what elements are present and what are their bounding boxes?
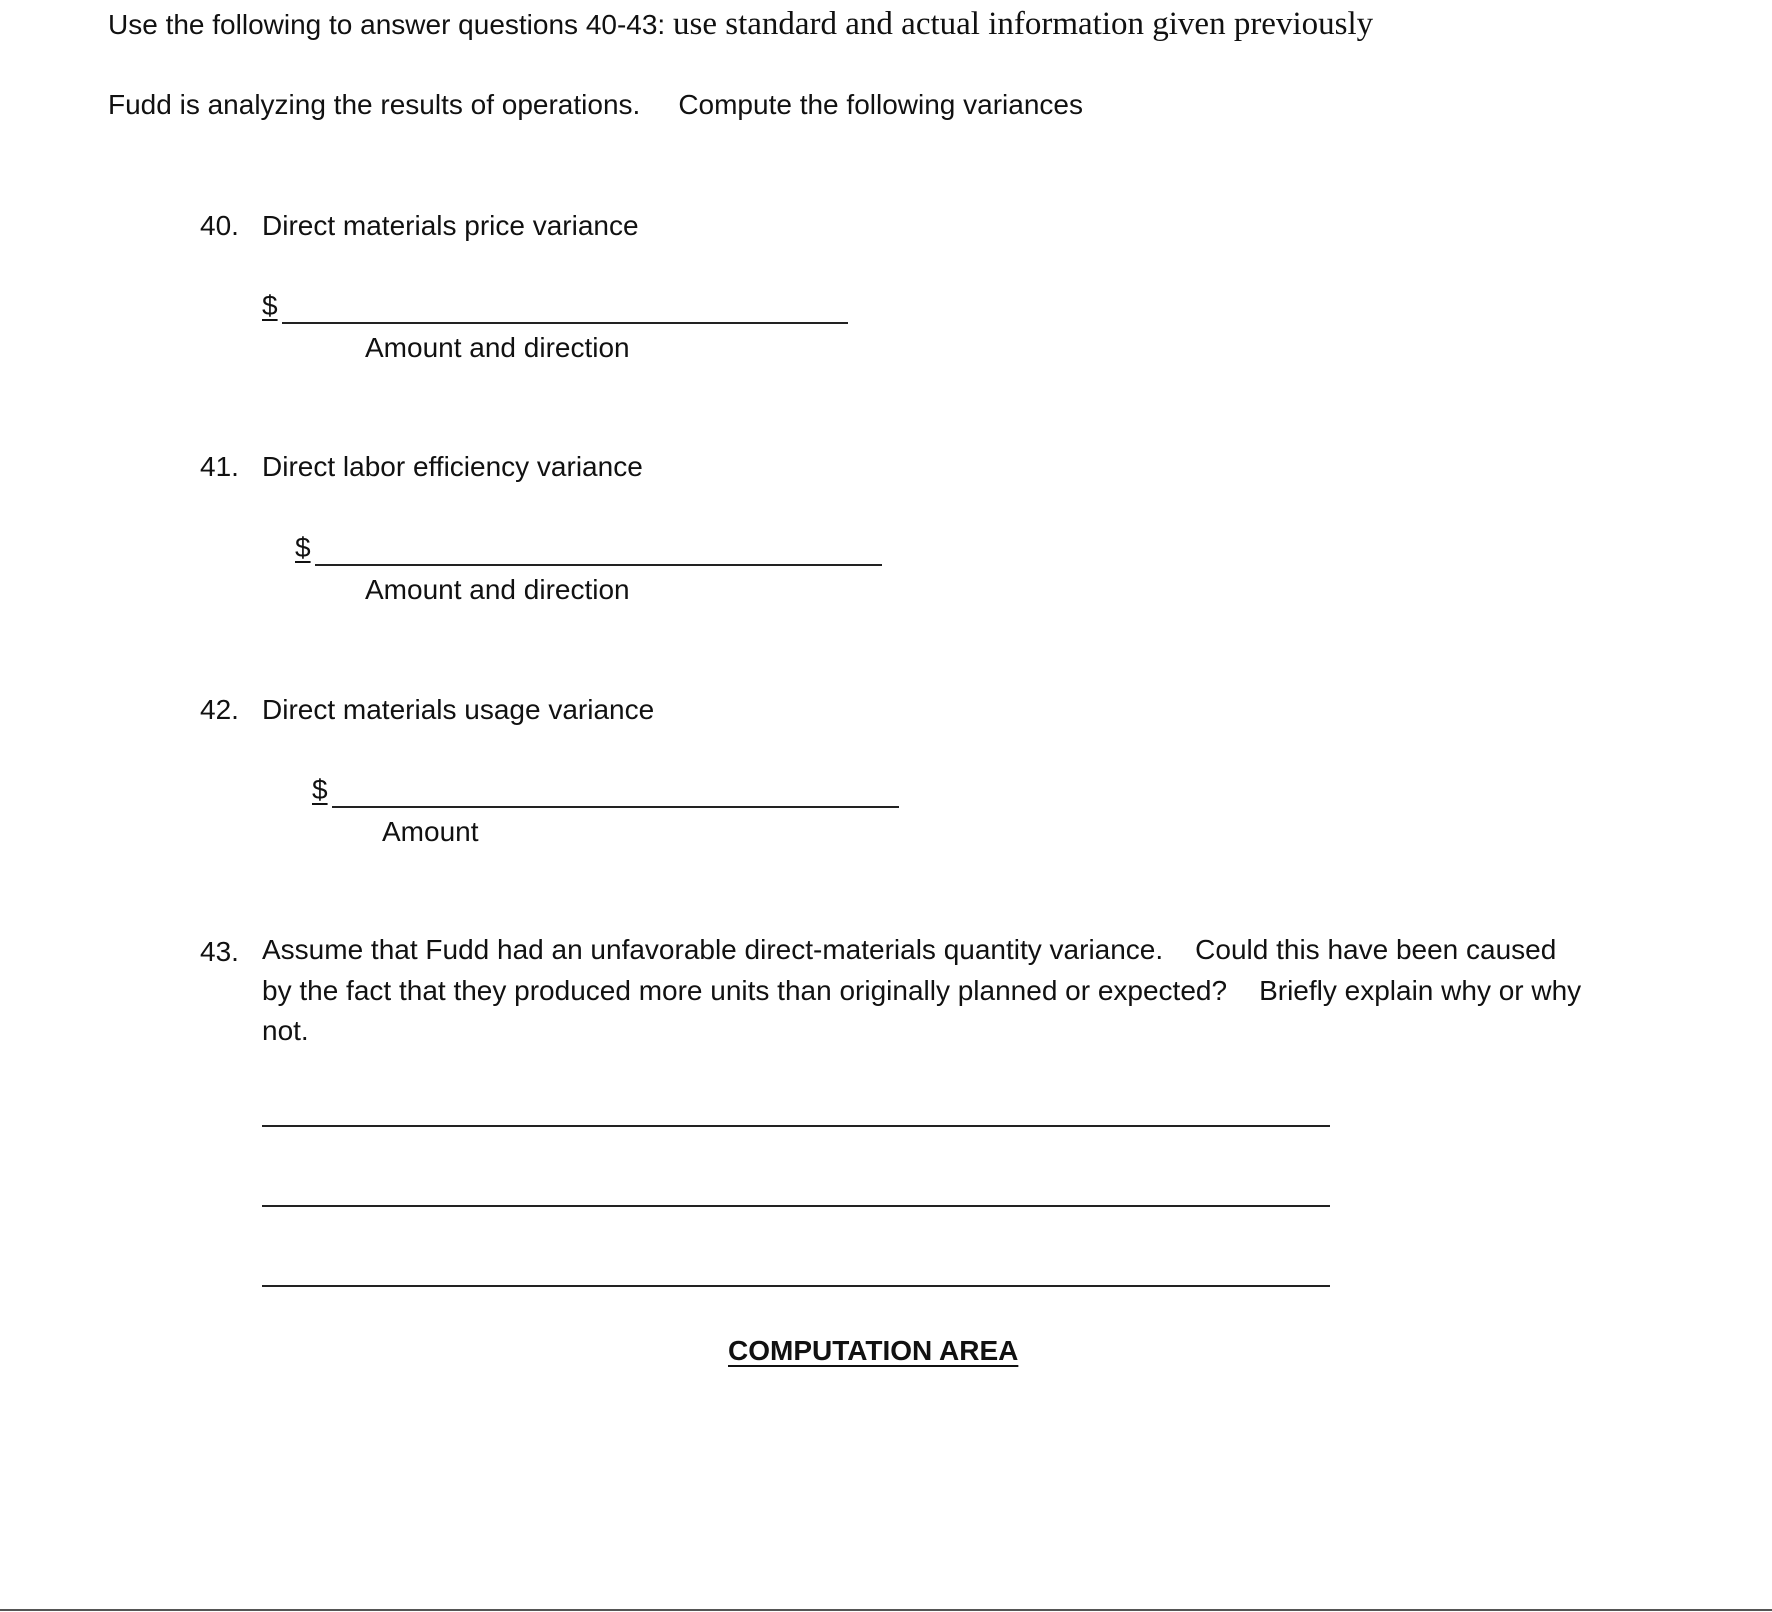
question-42-answer-line[interactable] bbox=[332, 806, 899, 808]
question-40-answer-line[interactable] bbox=[282, 322, 848, 324]
question-43-answer-line-2[interactable] bbox=[262, 1205, 1330, 1207]
question-41-text: Direct labor efficiency variance bbox=[262, 451, 643, 482]
intro-sentence-1: Fudd is analyzing the results of operations. bbox=[108, 89, 641, 120]
question-42-dollar-sign: $ bbox=[312, 774, 328, 805]
computation-area-title: COMPUTATION AREA bbox=[728, 1335, 1019, 1366]
question-41-answer-line[interactable] bbox=[315, 564, 882, 566]
question-40-number: 40. bbox=[200, 210, 239, 241]
question-41-dollar-sign: $ bbox=[295, 532, 311, 563]
instructions-note: use standard and actual information given previously bbox=[673, 6, 1374, 42]
question-40-caption: Amount and direction bbox=[365, 332, 630, 363]
question-43-part-1: Assume that Fudd had an unfavorable direct-materials quantity variance. bbox=[262, 934, 1164, 965]
question-42-text: Direct materials usage variance bbox=[262, 694, 655, 725]
question-41-number: 41. bbox=[200, 451, 239, 482]
question-43-number: 43. bbox=[200, 936, 239, 967]
instructions-lead: Use the following to answer questions 40-43: bbox=[108, 9, 666, 40]
question-43-text bbox=[262, 930, 1582, 1052]
question-43-answer-line-3[interactable] bbox=[262, 1285, 1330, 1287]
question-40-dollar-sign: $ bbox=[262, 290, 278, 321]
question-43-part-2: Could this have been caused by the fact that they produced more units than originally planned or expected? bbox=[262, 934, 1557, 1006]
intro-text bbox=[108, 85, 1083, 125]
question-40-text: Direct materials price variance bbox=[262, 210, 639, 241]
instructions-header bbox=[108, 4, 1373, 45]
question-43-answer-line-1[interactable] bbox=[262, 1125, 1330, 1127]
intro-sentence-2: Compute the following variances bbox=[678, 89, 1083, 120]
question-42-caption: Amount bbox=[382, 816, 479, 847]
page-bottom-rule bbox=[0, 1609, 1772, 1611]
question-42-number: 42. bbox=[200, 694, 239, 725]
question-43-part-3: Briefly explain why or why not. bbox=[262, 974, 1582, 1046]
question-41-caption: Amount and direction bbox=[365, 574, 630, 605]
